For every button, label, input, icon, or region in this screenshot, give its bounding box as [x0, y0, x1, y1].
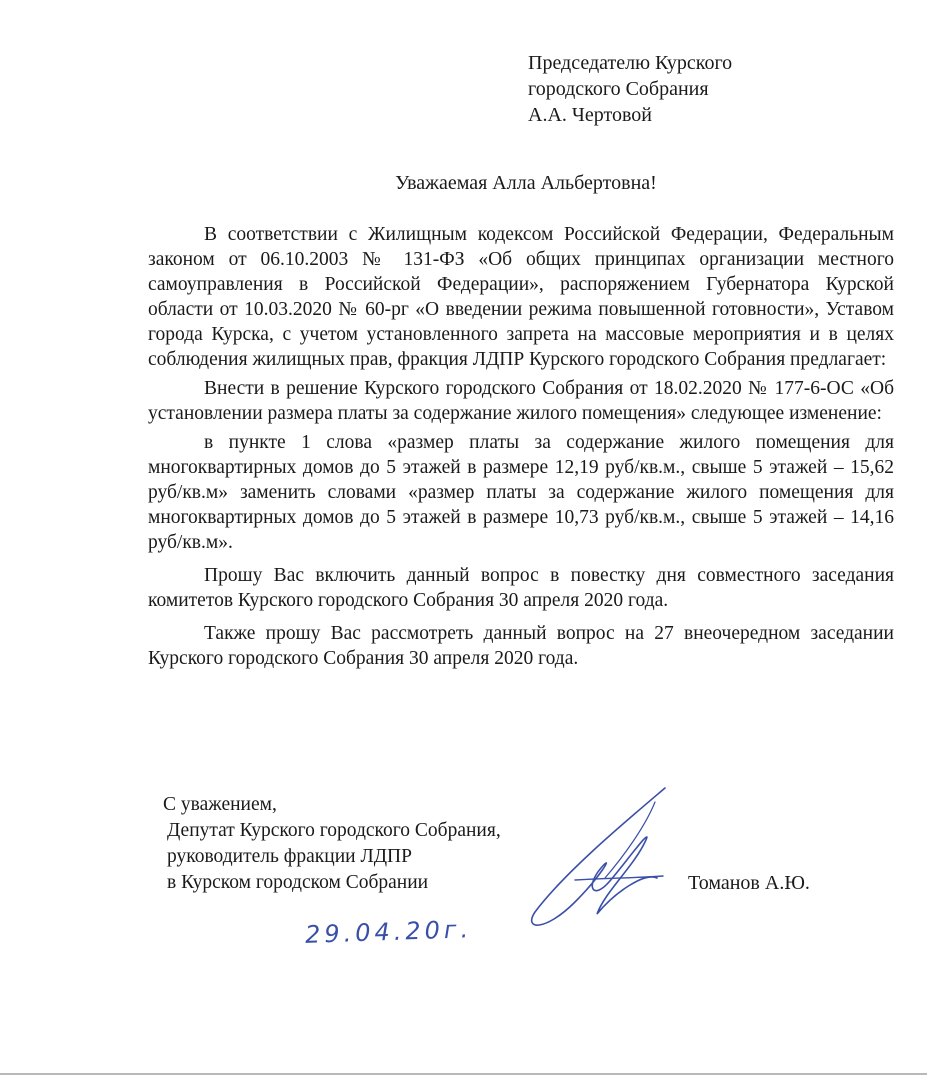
closing-block: [163, 792, 501, 896]
letter-body: [148, 222, 894, 671]
signer-name: Томанов А.Ю.: [688, 872, 810, 894]
paragraph-agenda-request: Прошу Вас включить данный вопрос в повестку дня совместного заседания комитетов Курского городского Собрания 30 апреля 2020 года.: [148, 565, 894, 611]
paragraph-proposal: Внести в решение Курского городского Собрания от 18.02.2020 № 177-6-ОС «Об установлении размера платы за содержание жилого помещения» следующее изменение:: [148, 378, 894, 424]
scan-edge-divider: [0, 1073, 927, 1075]
handwritten-date: 29.04.20г.: [304, 915, 473, 949]
paragraph-amendment: в пункте 1 слова «размер платы за содержание жилого помещения для многоквартирных домов до 5 этажей в размере 12,19 руб/кв.м., свыше 5 этажей – 15,62 руб/кв.м» заменить словами «размер платы за содержание жилого помещения для многоквартирных домов до 5 этажей в размере 10,73 руб/кв.м., свыше 5 этажей – 14,16 руб/кв.м».: [148, 432, 894, 553]
closing-position: Депутат Курского городского Собрания,: [167, 820, 501, 841]
closing-salutation: С уважением,: [163, 794, 277, 815]
paragraph-session-request: Также прошу Вас рассмотреть данный вопрос на 27 внеочередном заседании Курского городского Собрания 30 апреля 2020 года.: [148, 623, 894, 669]
signature-icon: [505, 782, 695, 937]
paragraph-legal-basis: В соответствии с Жилищным кодексом Российской Федерации, Федеральным законом от 06.10.2003 № 131-ФЗ «Об общих принципах организации местного самоуправления в Российской Федерации», распоряжением Губернатора Курской области от 10.03.2020 № 60-рг «О введении режима повышенной готовности», Уставом города Курска, с учетом установленного запрета на массовые мероприятия и в целях соблюдения жилищных прав, фракция ЛДПР Курского городского Собрания предлагает:: [148, 224, 894, 370]
addressee-line: Председателю Курского: [528, 52, 733, 74]
addressee-line: городского Собрания: [528, 78, 709, 100]
closing-role: руководитель фракции ЛДПР: [167, 846, 412, 867]
addressee-block: [528, 50, 732, 128]
greeting: Уважаемая Алла Альбертовна!: [395, 172, 657, 194]
addressee-name: А.А. Чертовой: [528, 104, 652, 126]
closing-organization: в Курском городском Собрании: [167, 872, 429, 893]
